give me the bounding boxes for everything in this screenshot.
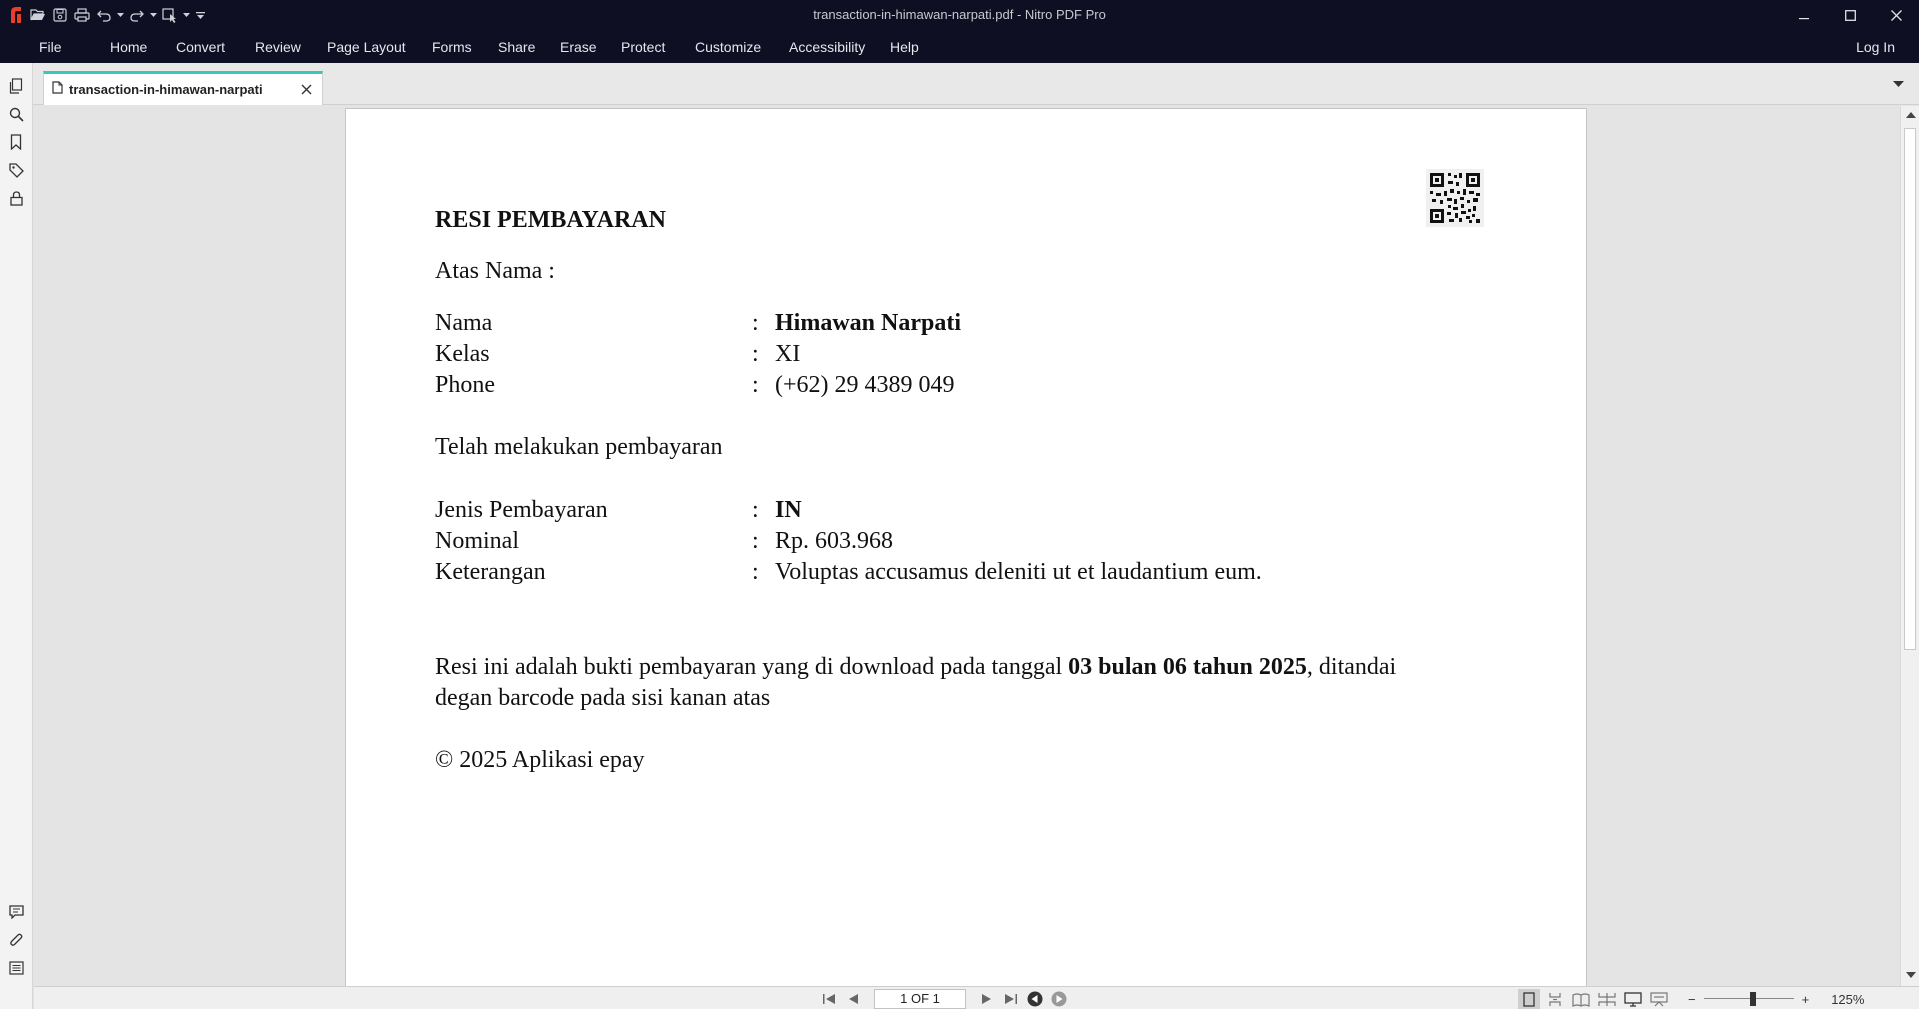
receipt-note-prefix: Resi ini adalah bukti pembayaran yang di download pada tanggal xyxy=(435,654,1069,680)
menu-home[interactable]: Home xyxy=(110,39,148,55)
receipt-note-date: 03 bulan 06 tahun 2025 xyxy=(1068,654,1307,680)
ribbon-menu-bar xyxy=(0,30,1919,63)
login-button[interactable]: Log In xyxy=(1856,39,1895,55)
field-value-keterangan: Voluptas accusamus deleniti ut et laudantium eum. xyxy=(775,559,1262,585)
form-fields-icon[interactable] xyxy=(7,959,25,977)
scrollbar-thumb[interactable] xyxy=(1904,128,1916,650)
pages-panel-icon[interactable] xyxy=(7,77,25,95)
menu-forms[interactable]: Forms xyxy=(432,39,472,55)
field-label-nama: Nama xyxy=(435,310,493,336)
document-icon xyxy=(52,81,63,99)
pdf-page xyxy=(345,108,1587,986)
page-number-field[interactable]: 1 OF 1 xyxy=(874,989,966,1009)
bookmark-icon[interactable] xyxy=(7,133,25,151)
minimize-icon[interactable] xyxy=(1781,0,1827,30)
field-colon: : xyxy=(752,310,759,336)
atas-nama-label: Atas Nama : xyxy=(435,258,555,284)
presentation-view-icon[interactable] xyxy=(1648,989,1670,1009)
document-tab[interactable] xyxy=(43,71,323,105)
page-navigation xyxy=(820,990,1068,1008)
document-tab-strip xyxy=(33,63,1919,105)
menu-help[interactable]: Help xyxy=(890,39,919,55)
field-colon: : xyxy=(752,497,759,523)
field-colon: : xyxy=(752,341,759,367)
menu-protect[interactable]: Protect xyxy=(621,39,666,55)
vertical-scrollbar[interactable] xyxy=(1900,106,1919,986)
field-colon: : xyxy=(752,528,759,554)
next-page-icon[interactable] xyxy=(978,990,996,1008)
menu-erase[interactable]: Erase xyxy=(560,39,597,55)
scroll-down-icon[interactable] xyxy=(1905,970,1916,981)
menu-accessibility[interactable]: Accessibility xyxy=(789,39,866,55)
zoom-slider[interactable] xyxy=(1704,989,1794,1009)
close-window-icon[interactable] xyxy=(1873,0,1919,30)
menu-page-layout[interactable]: Page Layout xyxy=(327,39,406,55)
single-page-view-icon[interactable] xyxy=(1518,989,1540,1009)
zoom-slider-track xyxy=(1704,998,1794,999)
full-screen-icon[interactable] xyxy=(1622,989,1644,1009)
scroll-up-icon[interactable] xyxy=(1905,110,1916,121)
facing-view-icon[interactable] xyxy=(1570,989,1592,1009)
tag-icon[interactable] xyxy=(7,161,25,179)
document-tab-label: transaction-in-himawan-narpati xyxy=(69,82,263,97)
menu-file[interactable]: File xyxy=(39,39,62,55)
zoom-level[interactable]: 125% xyxy=(1831,991,1865,1007)
receipt-note-suffix: , ditandai xyxy=(1306,654,1397,680)
zoom-out-button[interactable]: − xyxy=(1688,991,1696,1007)
copyright-text: © 2025 Aplikasi epay xyxy=(435,747,645,773)
next-view-icon[interactable] xyxy=(1050,990,1068,1008)
field-label-keterangan: Keterangan xyxy=(435,559,546,585)
tab-list-dropdown-icon[interactable] xyxy=(1891,79,1905,89)
field-value-kelas: XI xyxy=(775,341,801,367)
menu-customize[interactable]: Customize xyxy=(695,39,762,55)
first-page-icon[interactable] xyxy=(820,990,838,1008)
qr-code xyxy=(1426,169,1484,227)
title-bar xyxy=(0,0,1919,30)
status-bar xyxy=(34,986,1919,1009)
menu-review[interactable]: Review xyxy=(255,39,301,55)
last-page-icon[interactable] xyxy=(1002,990,1020,1008)
field-colon: : xyxy=(752,372,759,398)
field-value-nama: Himawan Narpati xyxy=(775,310,961,336)
field-value-phone: (+62) 29 4389 049 xyxy=(775,372,955,398)
continuous-facing-view-icon[interactable] xyxy=(1596,989,1618,1009)
field-colon: : xyxy=(752,559,759,585)
field-value-nominal: Rp. 603.968 xyxy=(775,528,894,554)
zoom-slider-knob[interactable] xyxy=(1750,992,1756,1006)
field-label-nominal: Nominal xyxy=(435,528,519,554)
window-title: transaction-in-himawan-narpati.pdf - Nitro PDF Pro xyxy=(813,7,1106,22)
field-label-kelas: Kelas xyxy=(435,341,490,367)
window-controls xyxy=(1781,0,1919,30)
receipt-heading: RESI PEMBAYARAN xyxy=(435,207,666,233)
payment-intro: Telah melakukan pembayaran xyxy=(435,434,723,460)
comments-icon[interactable] xyxy=(7,903,25,921)
view-mode-buttons xyxy=(1518,989,1670,1009)
menu-share[interactable]: Share xyxy=(498,39,536,55)
zoom-in-button[interactable]: + xyxy=(1801,991,1810,1007)
field-label-jenis-pembayaran: Jenis Pembayaran xyxy=(435,497,608,523)
lock-icon[interactable] xyxy=(7,189,25,207)
close-tab-icon[interactable] xyxy=(298,82,314,98)
receipt-note-line2: degan barcode pada sisi kanan atas xyxy=(435,685,771,711)
field-value-jenis-pembayaran: IN xyxy=(775,497,802,523)
search-icon[interactable] xyxy=(7,105,25,123)
document-viewport[interactable] xyxy=(34,106,1900,986)
maximize-icon[interactable] xyxy=(1827,0,1873,30)
attachment-icon[interactable] xyxy=(7,931,25,949)
receipt-note xyxy=(435,652,1396,682)
zoom-controls xyxy=(1688,989,1864,1009)
continuous-view-icon[interactable] xyxy=(1544,989,1566,1009)
left-panel-rail xyxy=(0,63,33,1009)
previous-view-icon[interactable] xyxy=(1026,990,1044,1008)
field-label-phone: Phone xyxy=(435,372,495,398)
menu-convert[interactable]: Convert xyxy=(176,39,226,55)
previous-page-icon[interactable] xyxy=(844,990,862,1008)
